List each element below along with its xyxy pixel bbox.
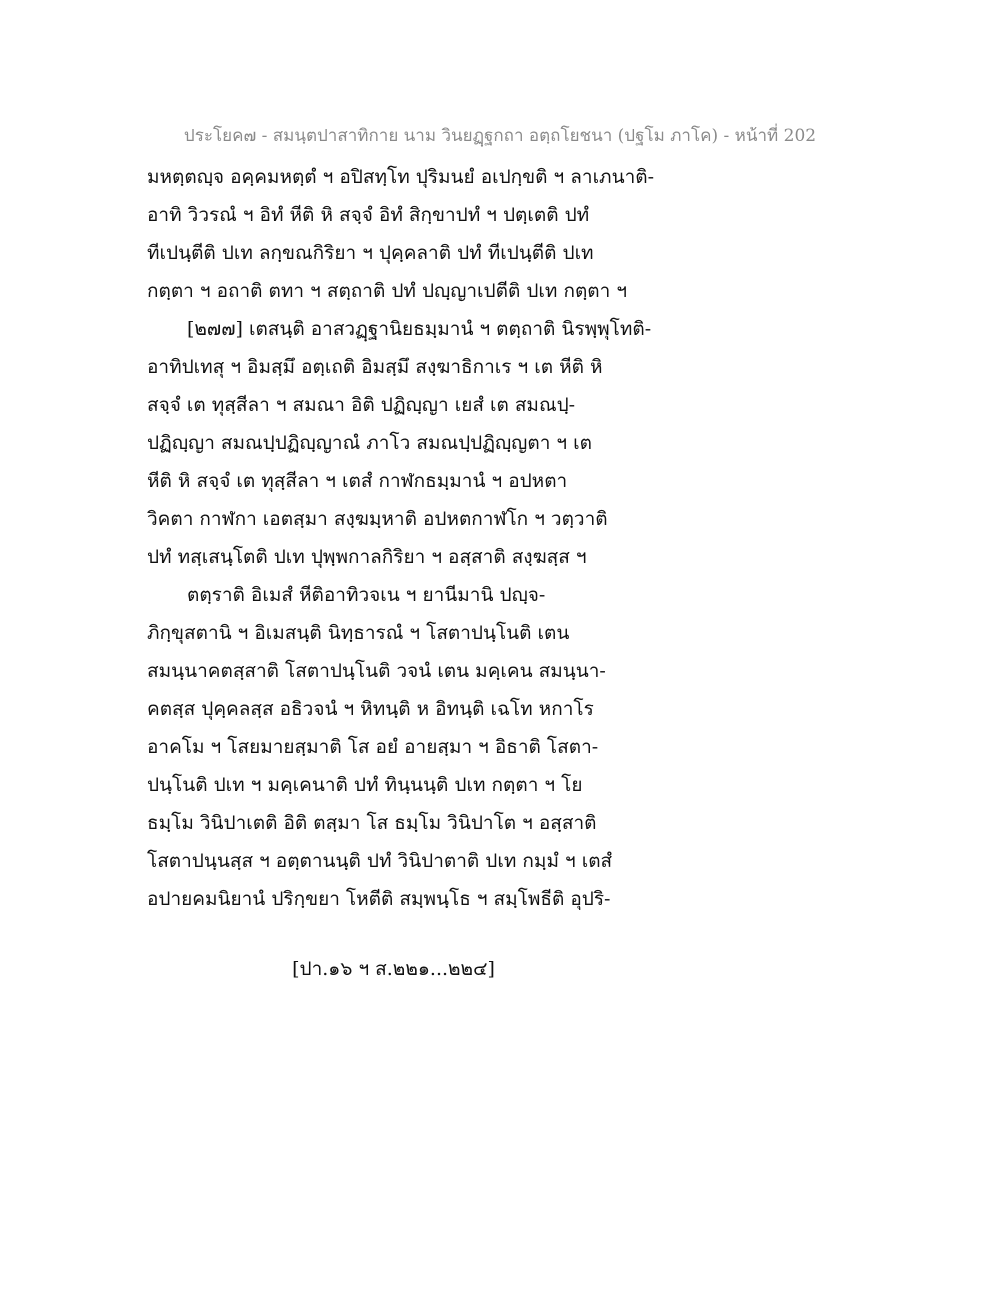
body-text [147, 158, 667, 918]
text-line: กตฺตา ฯ อถาติ ตทา ฯ สตฺถาติ ปทํ ปญฺญาเปตีติ ปเท กตฺตา ฯ [147, 280, 628, 302]
text-line: ปนฺโนติ ปเท ฯ มคฺเคนาติ ปทํ ทินฺนนฺติ ปเท กตฺตา ฯ โย [147, 774, 583, 796]
text-line: ธมฺโม วินิปาเตติ อิติ ตสฺมา โส ธมฺโม วินิปาโต ฯ อสฺสาติ [147, 812, 597, 834]
text-line: อาทิปเทสุ ฯ อิมสฺมึ อตฺเถติ อิมสฺมึ สงฺฆาธิกาเร ฯ เต หีติ หิ [147, 356, 603, 378]
text-line: ปทํ ทสฺเสนฺโตติ ปเท ปุพฺพกาลกิริยา ฯ อสฺสาติ สงฺฆสฺส ฯ [147, 546, 587, 568]
text-line: หีติ หิ สจฺจํ เต ทุสฺสีลา ฯ เตสํ กาฬกธมฺมานํ ฯ อปหตา [147, 470, 568, 492]
text-line: ภิกฺขุสตานิ ฯ อิเมสนฺติ นิทฺธารณํ ฯ โสตาปนฺโนติ เตน [147, 622, 570, 644]
reference-footnote: [ปา.๑๖ ฯ ส.๒๒๑...๒๒๔] [292, 958, 495, 980]
text-line: อาคโม ฯ โสยมายสฺมาติ โส อยํ อายสฺมา ฯ อิธาติ โสตา- [147, 736, 599, 758]
text-line: อปายคมนิยานํ ปริกฺขยา โหตีติ สมฺพนฺโธ ฯ สมฺโพธีติ อุปริ- [147, 888, 611, 910]
text-line: สจฺจํ เต ทุสฺสีลา ฯ สมณา อิติ ปฏิญฺญา เยสํ เต สมณปฺ- [147, 394, 576, 416]
text-line: วิคตา กาฬกา เอตสฺมา สงฺฆมฺหาติ อปหตกาฬโก ฯ วตฺวาติ [147, 508, 608, 530]
paragraph-start-line: [๒๗๗] เตสนฺติ อาสวฏฺฐานิยธมฺมานํ ฯ ตตฺถาติ นิรพฺพุโทติ- [187, 318, 652, 340]
text-line: ปฏิญฺญา สมณปฺปฏิญฺญาณํ ภาโว สมณปฺปฏิญฺญตา ฯ เต [147, 432, 592, 454]
text-line: อาทิ วิวรณํ ฯ อิทํ หีติ หิ สจฺจํ อิทํ สิกฺขาปทํ ฯ ปตฺเตติ ปทํ [147, 204, 590, 226]
text-line: คตสฺส ปุคฺคลสฺส อธิวจนํ ฯ หิทนฺติ ห อิทนฺติ เฉโท หกาโร [147, 698, 594, 720]
text-line: ทีเปนฺตีติ ปเท ลกฺขณกิริยา ฯ ปุคฺคลาติ ปทํ ทีเปนฺตีติ ปเท [147, 242, 594, 264]
text-line: โสตาปนฺนสฺส ฯ อตฺตานนฺติ ปทํ วินิปาตาติ ปเท กมฺมํ ฯ เตสํ [147, 850, 613, 872]
page-header [0, 122, 1000, 149]
paragraph-start-line: ตตฺราติ อิเมสํ หีติอาทิวจเน ฯ ยานีมานิ ปญฺจ- [187, 584, 546, 606]
text-line: มหตฺตญฺจ อคฺคมหตฺตํ ฯ อปิสทฺโท ปุริมนยํ อเปกฺขติ ฯ ลาเภนาติ- [147, 166, 654, 188]
text-line: สมนฺนาคตสฺสาติ โสตาปนฺโนติ วจนํ เตน มคฺเคน สมนฺนา- [147, 660, 606, 682]
header-title: ประโยค๗ - สมนฺตปาสาทิกาย นาม วินยฏฺฐกถา อตฺถโยชนา (ปฐโม ภาโค) - หน้าที่ 202 [183, 126, 817, 146]
